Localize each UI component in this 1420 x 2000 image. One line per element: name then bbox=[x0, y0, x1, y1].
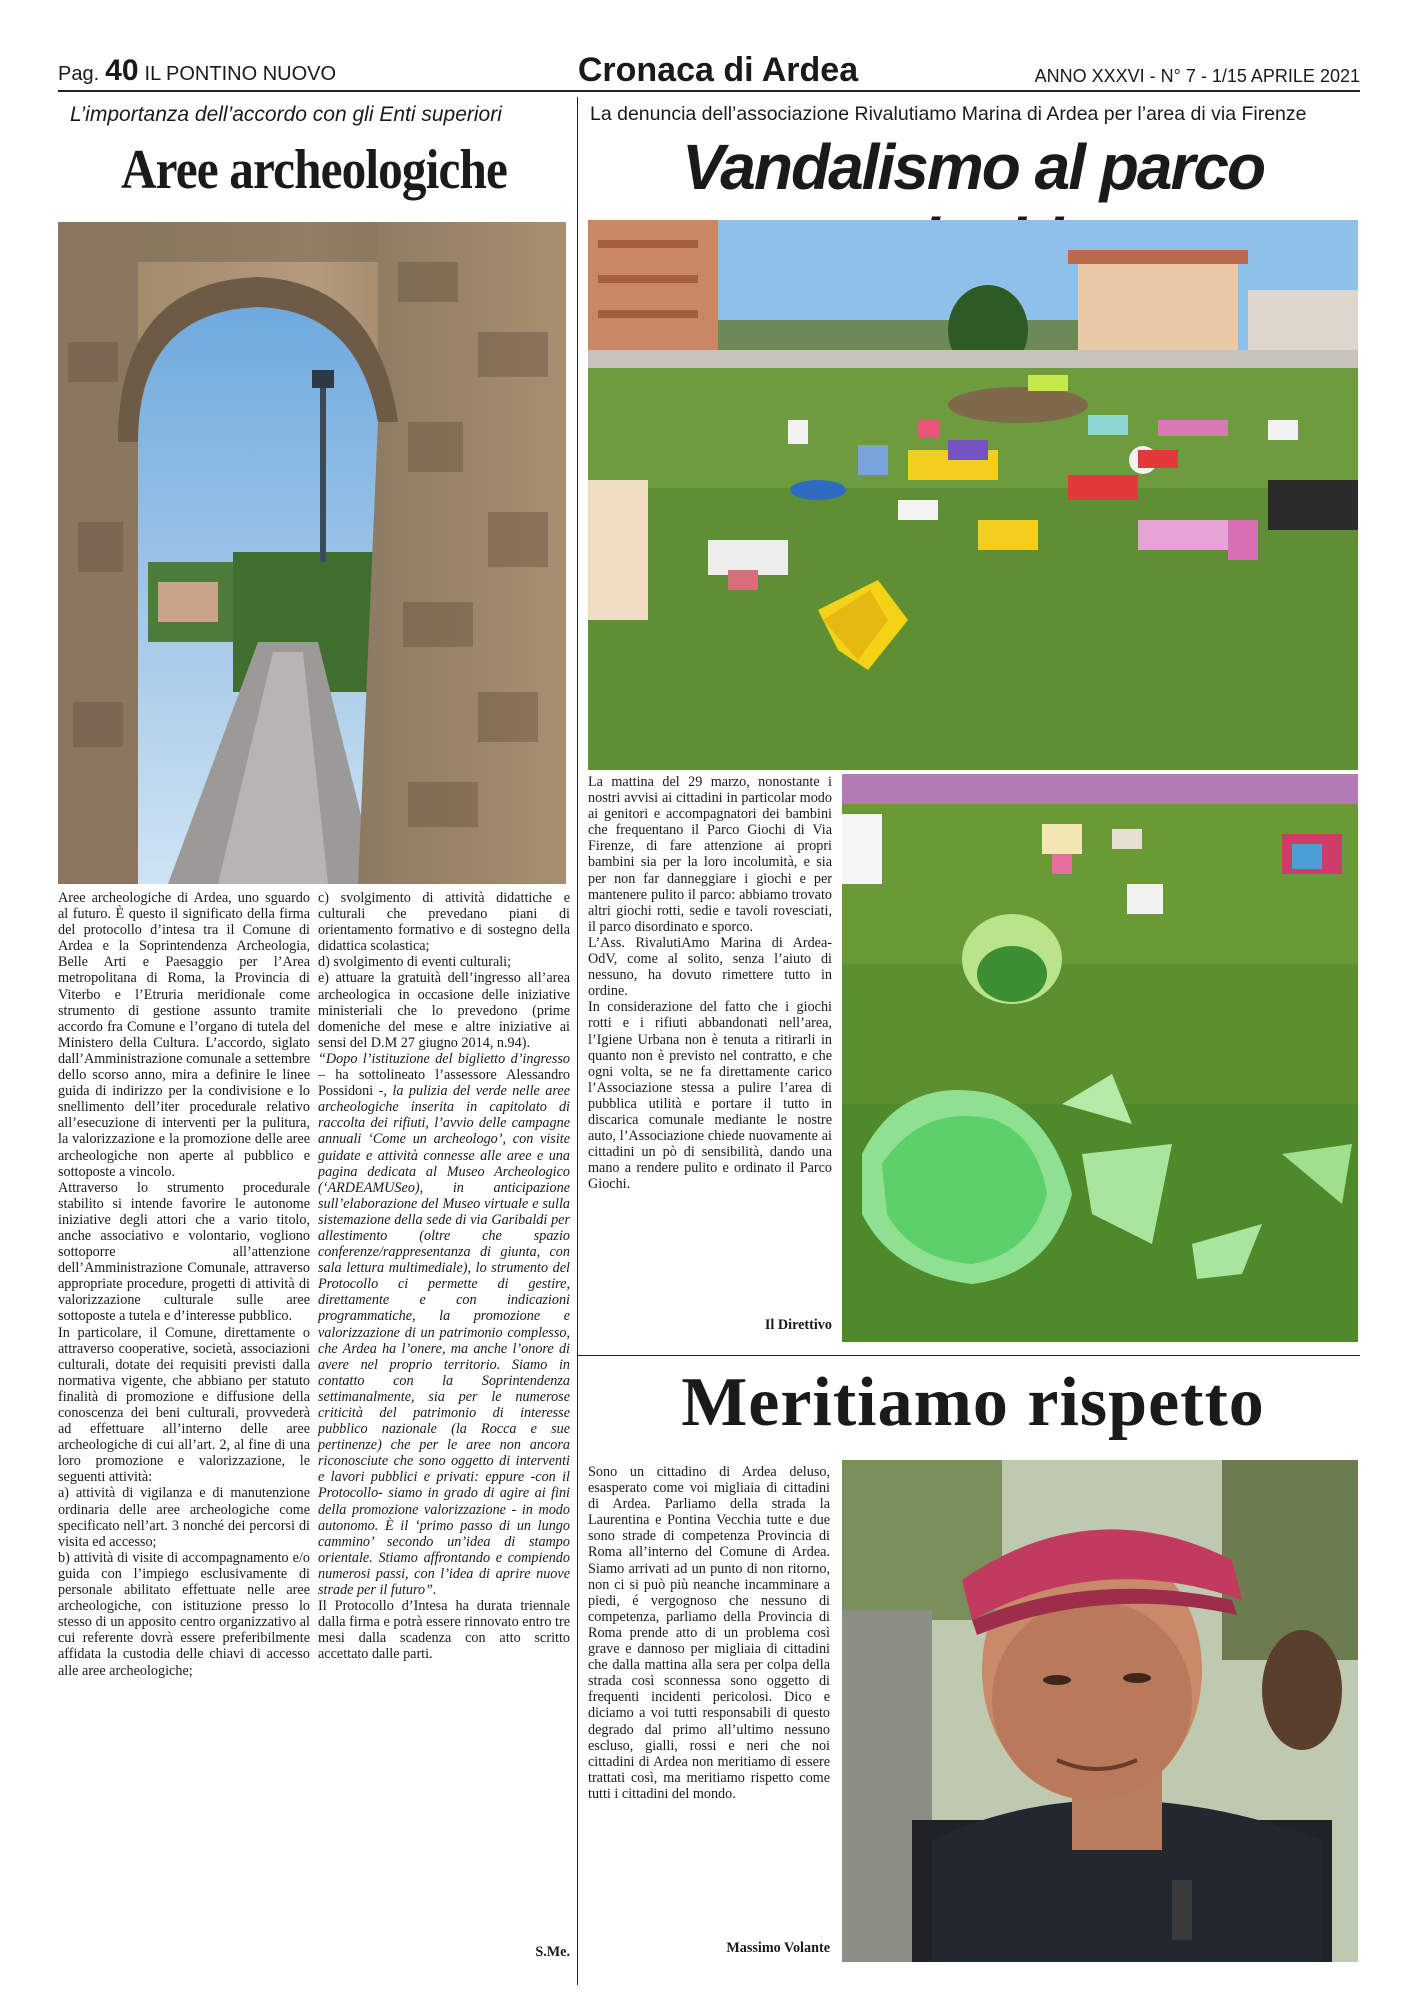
quote-attribution: – ha sottolineato l’assessore Alessandro Possidoni -, bbox=[318, 1067, 570, 1100]
quote-part: “Dopo l’istituzione del biglietto d’ingresso bbox=[318, 1050, 570, 1067]
article3-paragraph: Sono un cittadino di Ardea deluso, esasperato come voi migliaia di cittadini di Ardea. Parliamo della strada la Laurentina e Pontina Vecchia tutte e due sono strade di competenza Provincia di Roma all’interno del Comune di Ardea. Siamo arrivati ad un punto di non ritorno, non ci si può più neanche incamminare a piedi, é vergognoso che nessuno di competenza, parliamo della Provincia di Roma prende atto di un problema così grave e dannoso per migliaia di cittadini che dalla mattina alla sera per colpa della strada così sconnessa sono oggetto di frequenti incidenti pericolosi. Dico e diciamo a voi tutti responsabili di questo degrado dal primo all’ultimo nessuno escluso, gialli, rossi e neri che noi cittadini di Ardea non meritiamo di essere trattati così, ma meritiamo rispetto come tutti i cittadini del mondo. bbox=[588, 1464, 830, 1802]
page-label: Pag. bbox=[58, 63, 100, 85]
article2-body bbox=[588, 774, 832, 1314]
article1-quote bbox=[318, 1051, 570, 1598]
quote-part: la pulizia del verde nelle aree archeologiche inserita in capitolato di raccolta dei rifiuti, l’avvio delle campagne annuali ‘Come un archeologo’, con visite guidate e attività connesse alle aree e una pagina dedicata al Museo Archeologico (‘ARDEAMUSeo), in anticipazione sull’elaborazione del Museo virtuale e sulla sistemazione della sede di via Garibaldi per allestimento (oltre che spazio conferenze/rappresentanza di giunta, con sala lettura multimediale), lo strumento del Protocollo ci permette di gestire, direttamente e con indicazioni programmatiche, la promozione e valorizzazione di un patrimonio complesso, che Ardea ha l’onere, ma anche l’onore di avere nel proprio territorio. Siamo in contatto con la Soprintendenza settimanalmente, sia per le numerose criticità del patrimonio di interesse pubblico nazionale (la Rocca e sue pertinenze) che per le aree non ancora riconosciute che sono oggetto di interventi e lavori pubblici e privati: eppure -con il Protocollo- siamo in grado di agire ai fini della promozione valorizzazione - in modo autonomo. È il ‘primo passo di un lungo cammino’ secondo un’idea di stampo orientale. Stiamo affrontando e compiendo numerosi passi, con l’idea di aprire nuove strade per il futuro”. bbox=[318, 1083, 570, 1599]
page-header bbox=[58, 51, 1360, 92]
article1-paragraph: e) attuare la gratuità dell’ingresso all’area archeologica in occasione delle iniziative ministeriali che lo prevedono (prime domeniche del mese e altre iniziative ai sensi del D.M 27 giugno 2014, n.94). bbox=[318, 970, 570, 1051]
article3-body bbox=[588, 1464, 830, 1934]
arch-photo bbox=[58, 222, 566, 884]
publication-name: IL PONTINO NUOVO bbox=[144, 63, 337, 85]
article2-paragraph: L’Ass. RivalutiAmo Marina di Ardea-OdV, come al solito, senza l’aiuto di nessuno, ha dovuto rimettere tutto in ordine. bbox=[588, 934, 832, 1000]
article1-column2 bbox=[318, 890, 570, 1938]
article2-kicker: La denuncia dell’associazione Rivalutiamo Marina di Ardea per l’area di via Firenze bbox=[590, 103, 1307, 125]
article1-title: Aree archeologiche bbox=[120, 139, 508, 201]
article1-paragraph: c) svolgimento di attività didattiche e culturali che prevedano piani di orientamento formativo e di sostegno della didattica scolastica; bbox=[318, 890, 570, 955]
article2-paragraph: La mattina del 29 marzo, nonostante i nostri avvisi ai cittadini in particolar modo ai genitori e accompagnatori dei bambini che frequentano il Parco Giochi di Via Firenze, di fare attenzione ai propri bambini sia per la loro incolumità, e sia per non far danneggiare i giochi e per mantenere pulito il parco: abbiamo trovato altri giochi rotti, sedie e tavoli rovesciati, il parco disordinato e sporco. bbox=[588, 774, 832, 935]
article1-paragraph: Aree archeologiche di Ardea, uno sguardo al futuro. È questo il significato della firma del protocollo d’intesa tra il Comune di Ardea e la Soprintendenza Archeologia, Belle Arti e Paesaggio per l’Area metropolitana di Roma, la Provincia di Viterbo e l’Etruria meridionale come strumento di gestione assunto tramite accordo fra Comune e l’organo di tutela del Ministero della Cultura. L’accordo, siglato dall’Amministrazione comunale a settembre dello scorso anno, mira a definire le linee guida di indirizzo per la condivisione e lo snellimento dell’iter procedurale relativo all’esecuzione di interventi per la pulitura, la valorizzazione e la promozione delle aree archeologiche non aperte al pubblico e sottoposte a vincolo. bbox=[58, 890, 310, 1180]
article3-title: Meritiamo rispetto bbox=[681, 1364, 1265, 1441]
article2-signature: Il Direttivo bbox=[764, 1317, 832, 1333]
article1-kicker: L’importanza dell’accordo con gli Enti superiori bbox=[70, 103, 502, 126]
issue-info: ANNO XXXVI - N° 7 - 1/15 APRILE 2021 bbox=[1034, 66, 1360, 86]
article2-title: Vandalismo al parco bbox=[681, 131, 1265, 203]
article3-signature: Massimo Volante bbox=[726, 1940, 830, 1956]
page-info bbox=[58, 54, 336, 88]
article2-paragraph: In considerazione del fatto che i giochi rotti e i rifiuti abbandonati nell’area, l’Igiene Urbana non è tenuta a ritirarli in quanto non è previsto nel contratto, e che ogni volta, se ne fa direttamente carico l’Associazione stessa a pulire l’area di pubblica utilità e portare il tutto in discarica comunale mediante le nostre auto, l’Associazione chiede nuovamente ai cittadini un pò di sensibilità, dando una mano a rendere pulito e ordinato il Parco Giochi. bbox=[588, 999, 832, 1193]
portrait-photo bbox=[842, 1460, 1358, 1962]
park-photo-2 bbox=[842, 774, 1358, 1342]
article1-paragraph: d) svolgimento di eventi culturali; bbox=[318, 954, 512, 971]
article1-signature: S.Me. bbox=[535, 1944, 570, 1960]
article1-paragraph: In particolare, il Comune, direttamente o attraverso cooperative, società, associazioni culturali, dotate dei requisiti previsti dalla normativa vigente, che abbiano per statuto finalità di promozione e diffusione della conoscenza dei beni culturali, provvederà ad effettuare all’interno delle aree archeologiche di cui all’art. 2, al fine di una loro promozione e valorizzazione, le seguenti attività: bbox=[58, 1324, 310, 1486]
article1-paragraph: b) attività di visite di accompagnamento e/o guida con l’impiego esclusivamente di personale abilitato effettuate nelle aree archeologiche, con istituzione presso lo stesso di un apposito centro organizzativo al cui referente dovrà essere preferibilmente affidata la custodia delle chiavi di accesso alle aree archeologiche; bbox=[58, 1549, 310, 1679]
article1-paragraph: Il Protocollo d’Intesa ha durata triennale dalla firma e potrà essere rinnovato entro tre mesi dalla scadenza con atto scritto accettato dalle parti. bbox=[318, 1598, 570, 1663]
article1-paragraph: Attraverso lo strumento procedurale stabilito si intende favorire le autonome iniziative degli attori che a vario titolo, anche associativo e volontario, vogliono sottoporre all’attenzione dell’Amministrazione Comunale, attraverso appropriate procedure, progetti di attività di valorizzazione culturale sulle aree sottoposte a tutela e d’interesse pubblico. bbox=[58, 1179, 310, 1325]
section-title: Cronaca di Ardea bbox=[577, 51, 859, 89]
article1-paragraph: a) attività di vigilanza e di manutenzione ordinaria delle aree archeologiche come specificato nell’art. 3 nonché dei percorsi di visita ed accesso; bbox=[58, 1485, 310, 1550]
column-divider bbox=[577, 97, 578, 1985]
article-divider bbox=[577, 1355, 1360, 1356]
page-number: 40 bbox=[105, 54, 139, 87]
park-photo-1 bbox=[588, 220, 1358, 770]
article1-column1 bbox=[58, 890, 310, 1960]
